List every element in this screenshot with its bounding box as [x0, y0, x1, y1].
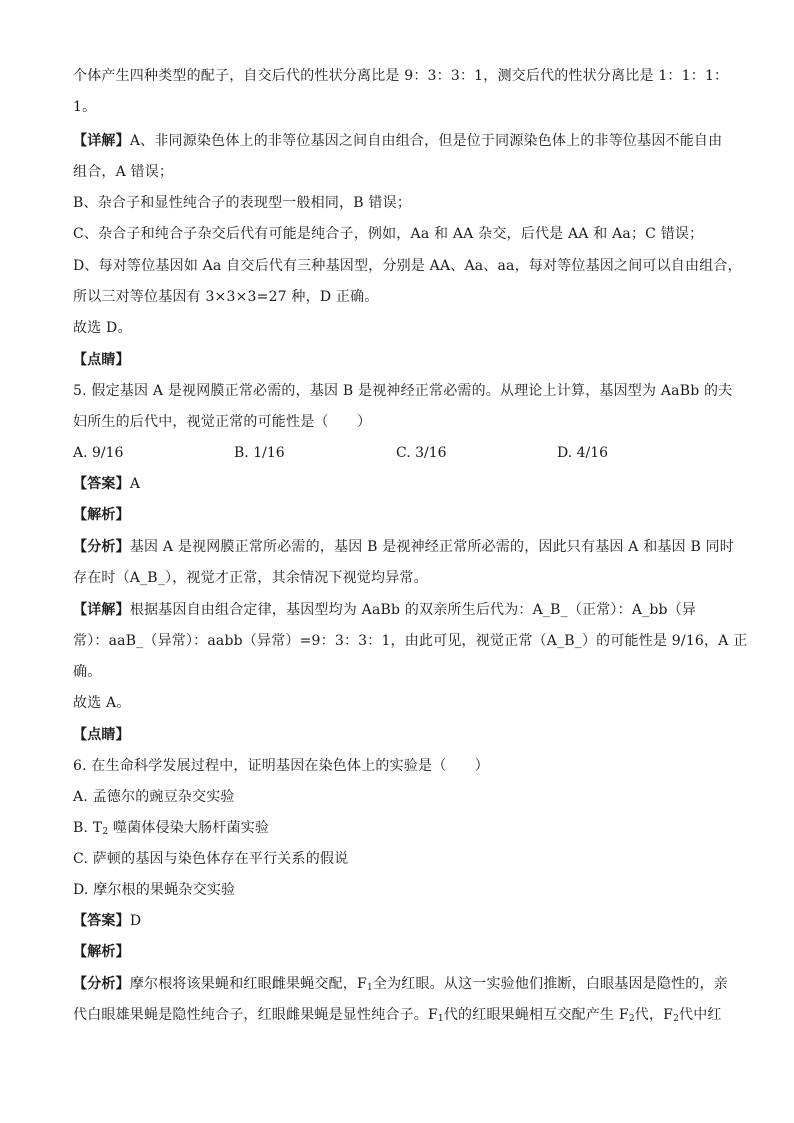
text-line: 存在时（A_B_），视觉才正常，其余情况下视觉均异常。 [73, 570, 428, 586]
text-line: D、每对等位基因如 Aa 自交后代有三种基因型，分别是 AA、Aa、aa，每对等位基因之间可以自由组合， [73, 258, 742, 274]
text-span: 全为红眼。从这一实验他们推断，白眼基因是隐性的，亲 [372, 976, 728, 992]
text-line: 1。 [73, 99, 97, 115]
answer-line [73, 911, 141, 931]
section-tag: 【答案】 [73, 476, 130, 492]
section-tag: 【解析】 [73, 507, 130, 523]
option-b: B. 1/16 [234, 445, 285, 461]
section-tag: 【详解】 [73, 602, 130, 618]
text-line: 故选 D。 [73, 320, 132, 336]
option-a: A. 孟德尔的豌豆杂交实验 [73, 789, 235, 805]
option-d: D. 4/16 [557, 445, 609, 461]
answer-line [73, 474, 140, 494]
subscript: 1 [366, 983, 373, 993]
option-c: C. 3/16 [396, 445, 447, 461]
text-line: 组合，A 错误； [73, 164, 174, 180]
question-stem: 妇所生的后代中，视觉正常的可能性是（ ） [73, 414, 372, 430]
text-line: 所以三对等位基因有 3×3×3=27 种，D 正确。 [73, 289, 379, 305]
subscript: 2 [673, 1014, 680, 1024]
option-b [73, 818, 269, 838]
text-line: B、杂合子和显性纯合子的表现型一般相同，B 错误； [73, 195, 412, 211]
section-tag: 【解析】 [73, 944, 130, 960]
answer-value: D [129, 913, 142, 929]
text-span: B. T [73, 820, 103, 836]
text-span: 代的红眼果蝇相互交配产生 F [443, 1007, 629, 1023]
subscript: 2 [102, 827, 109, 837]
section-tag: 【点睛】 [73, 352, 130, 368]
text-line: 确。 [73, 664, 102, 680]
text-span: 代中红 [679, 1007, 722, 1023]
option-a: A. 9/16 [73, 445, 124, 461]
option-d: D. 摩尔根的果蝇杂交实验 [73, 882, 236, 898]
analysis-line [73, 1005, 722, 1025]
q4-detail-line [73, 131, 722, 151]
section-tag: 【分析】 [73, 539, 130, 555]
detail-line [73, 600, 696, 620]
text-span: 代，F [634, 1007, 674, 1023]
analysis-line [73, 537, 734, 557]
text-line: 个体产生四种类型的配子，自交后代的性状分离比是 9：3：3：1，测交后代的性状分离比是 1：1：1： [73, 68, 729, 84]
subscript: 1 [437, 1014, 444, 1024]
text-span: 基因 A 是视网膜正常所必需的，基因 B 是视神经正常所必需的，因此只有基因 A 和基因 B 同时 [129, 539, 735, 555]
section-tag: 【点睛】 [73, 727, 130, 743]
text-line: 故选 A。 [73, 695, 131, 711]
option-c: C. 萨顿的基因与染色体存在平行关系的假说 [73, 851, 349, 867]
subscript: 2 [628, 1014, 635, 1024]
analysis-line [73, 974, 728, 994]
text-line: C、杂合子和纯合子杂交后代有可能是纯合子，例如，Aa 和 AA 杂交，后代是 AA 和 Aa；C 错误； [73, 226, 704, 242]
question-stem: 6. 在生命科学发展过程中，证明基因在染色体上的实验是（ ） [73, 758, 490, 774]
section-tag: 【答案】 [73, 913, 130, 929]
section-tag: 【分析】 [73, 976, 130, 992]
text-span: A、非同源染色体上的非等位基因之间自由组合，但是位于同源染色体上的非等位基因不能自由 [129, 133, 723, 149]
text-span: 噬菌体侵染大肠杆菌实验 [108, 820, 270, 836]
text-line: 常）：aaB_（异常）：aabb（异常）=9：3：3：1，由此可见，视觉正常（A_B_）的可能性是 9/16，A 正 [73, 633, 748, 649]
text-span: 代白眼雄果蝇是隐性纯合子，红眼雌果蝇是显性纯合子。F [73, 1007, 438, 1023]
section-tag: 【详解】 [73, 133, 130, 149]
question-stem: 5. 假定基因 A 是视网膜正常必需的，基因 B 是视神经正常必需的。从理论上计算，基因型为 AaBb 的夫 [73, 383, 733, 399]
text-span: 根据基因自由组合定律，基因型均为 AaBb 的双亲所生后代为：A_B_（正常）：A_bb（异 [129, 602, 697, 618]
answer-value: A [129, 476, 141, 492]
text-span: 摩尔根将该果蝇和红眼雌果蝇交配，F [129, 976, 367, 992]
